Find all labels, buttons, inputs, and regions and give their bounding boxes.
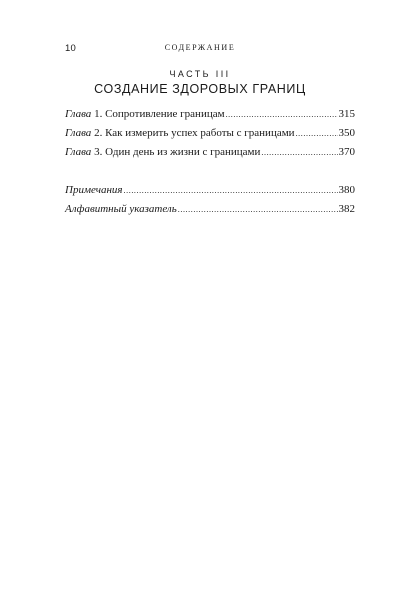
toc-entry-chapter-1 xyxy=(65,105,355,124)
toc-entry-title xyxy=(65,105,225,124)
toc-page-number: 370 xyxy=(338,146,355,158)
part-title: СОЗДАНИЕ ЗДОРОВЫХ ГРАНИЦ xyxy=(94,82,306,96)
toc-page-number: 315 xyxy=(338,108,355,120)
chapter-title: 3. Один день из жизни с границами xyxy=(91,146,261,158)
toc-entry-notes xyxy=(65,181,355,200)
part-label: ЧАСТЬ III xyxy=(169,69,231,79)
dot-leader xyxy=(124,181,338,200)
chapter-title: 1. Сопротивление границам xyxy=(91,108,225,120)
dot-leader xyxy=(261,143,337,162)
dot-leader xyxy=(178,200,338,219)
chapter-prefix: Глава xyxy=(65,146,92,158)
toc-entry-title: Примечания xyxy=(65,184,123,196)
toc-entry-title: Алфавитный указатель xyxy=(65,203,177,215)
toc-entry-chapter-2 xyxy=(65,124,355,143)
running-title: СОДЕРЖАНИЕ xyxy=(164,43,236,52)
dot-leader xyxy=(296,124,338,143)
toc-entry-index xyxy=(65,200,355,219)
toc-entry-title xyxy=(65,143,260,162)
toc-page-number: 380 xyxy=(338,184,355,196)
toc-entry-chapter-3 xyxy=(65,143,355,162)
table-of-contents xyxy=(65,105,355,219)
chapter-prefix: Глава xyxy=(65,127,92,139)
toc-page-number: 382 xyxy=(338,203,355,215)
toc-entry-title xyxy=(65,124,295,143)
dot-leader xyxy=(226,105,338,124)
page-number: 10 xyxy=(65,43,76,54)
running-head xyxy=(65,43,335,57)
chapter-title: 2. Как измерить успех работы с границами xyxy=(91,127,295,139)
toc-page-number: 350 xyxy=(338,127,355,139)
toc-spacer xyxy=(65,162,355,181)
chapter-prefix: Глава xyxy=(65,108,92,120)
